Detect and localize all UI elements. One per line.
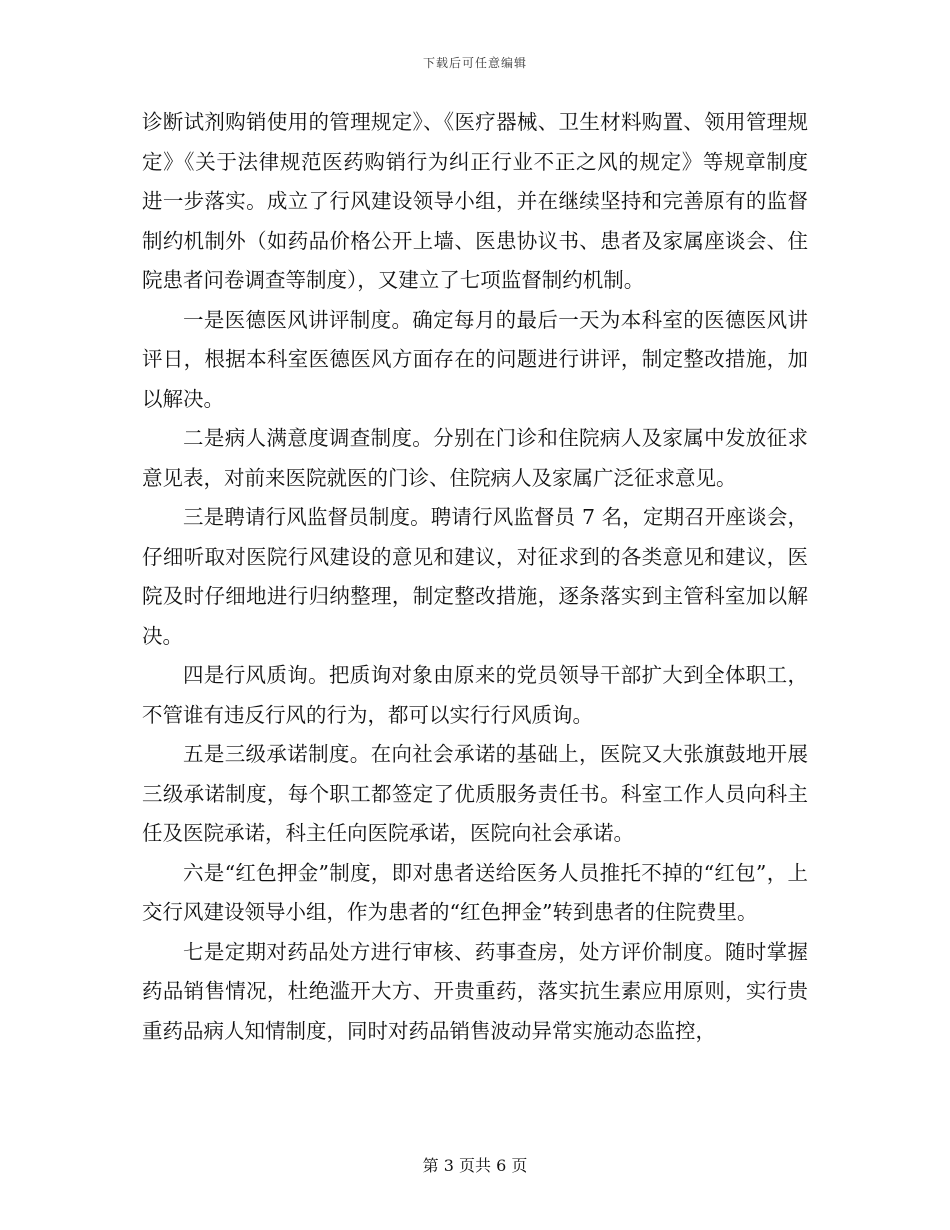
document-body [142, 103, 808, 1051]
paragraph-item-5: 五是三级承诺制度。在向社会承诺的基础上，医院又大张旗鼓地开展三级承诺制度，每个职工都签定了优质服务责任书。科室工作人员向科主任及医院承诺，科主任向医院承诺，医院向社会承诺。 [142, 742, 808, 845]
page-header: 下载后可任意编辑 [422, 56, 527, 70]
paragraph-intro: 诊断试剂购销使用的管理规定》、《医疗器械、卫生材料购置、领用管理规定》《关于法律规范医药购销行为纠正行业不正之风的规定》等规章制度进一步落实。成立了行风建设领导小组，并在继续坚持和完善原有的监督制约机制外（如药品价格公开上墙、医患协议书、患者及家属座谈会、住院患者问卷调查等制度），又建立了七项监督制约机制。 [142, 110, 808, 292]
page-footer: 第 3 页共 6 页 [422, 1156, 528, 1175]
paragraph-item-1: 一是医德医风讲评制度。确定每月的最后一天为本科室的医德医风讲评日，根据本科室医德医风方面存在的问题进行讲评，制定整改措施，加以解决。 [142, 307, 808, 411]
paragraph-item-6: 六是“红色押金”制度，即对患者送给医务人员推托不掉的“红包”，上交行风建设领导小组，作为患者的“红色押金”转到患者的住院费里。 [142, 860, 808, 924]
paragraph-item-3: 三是聘请行风监督员制度。聘请行风监督员 7 名，定期召开座谈会，仔细听取对医院行风建设的意见和建议，对征求到的各类意见和建议，医院及时仔细地进行归纳整理，制定整改措施，逐条落实到主管科室加以解决。 [142, 505, 808, 648]
paragraph-item-4: 四是行风质询。把质询对象由原来的党员领导干部扩大到全体职工，不管谁有违反行风的行为，都可以实行行风质询。 [142, 663, 808, 727]
paragraph-item-7: 七是定期对药品处方进行审核、药事查房，处方评价制度。随时掌握药品销售情况，杜绝滥开大方、开贵重药，落实抗生素应用原则，实行贵重药品病人知情制度，同时对药品销售波动异常实施动态监控， [142, 939, 808, 1043]
paragraph-item-2: 二是病人满意度调查制度。分别在门诊和住院病人及家属中发放征求意见表，对前来医院就医的门诊、住院病人及家属广泛征求意见。 [142, 426, 808, 490]
